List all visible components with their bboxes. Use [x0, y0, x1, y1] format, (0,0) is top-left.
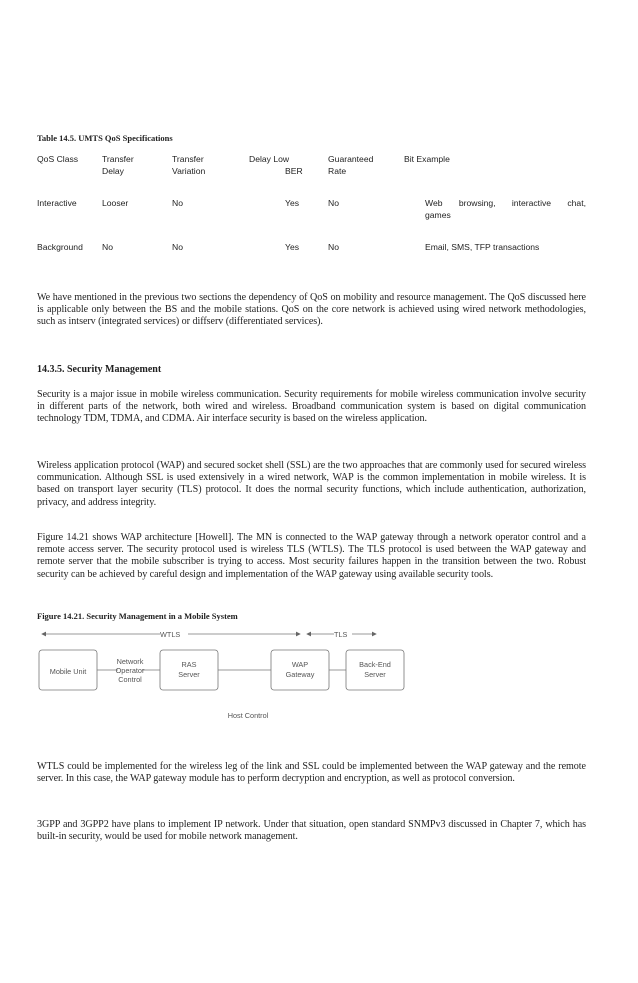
table-cell-delay-low-ber: Yes: [285, 198, 300, 208]
svg-text:WAP: WAP: [291, 660, 309, 669]
table-header-guaranteed-rate: Guaranteed Rate: [328, 154, 374, 176]
table-cell-transfer-variation: No: [172, 242, 183, 252]
wtls-span-arrow: [42, 630, 300, 639]
table-header-transfer-delay: Transfer Delay: [102, 154, 134, 176]
paragraph-figure-description: Figure 14.21 shows WAP architecture [Howell]. The MN is connected to the WAP gateway through a network operator control and a remote access server. The security protocol used is wireless TLS (WTLS). The TLS protocol is used between the WAP gateway and remote server that the mobile subscriber is trying to access. Most security failures happen in the transition between the two. Robust security can be achieved by careful design and implementation of the WAP gateway using available security tools.: [37, 532, 586, 580]
figure-caption: Figure 14.21. Security Management in a Mobile System: [37, 611, 238, 621]
section-title: 14.3.5. Security Management: [37, 364, 162, 375]
paragraph-security: Security is a major issue in mobile wireless communication. Security requirements for mobile wireless communication involve security in different parts of the network, both wired and wireless. Broadband communication system is based on digital communication technology TDM, TDMA, and CDMA. Air interface security is based on the wireless application.: [37, 389, 586, 425]
table-cell-delay-low-ber: Yes: [285, 242, 300, 252]
paragraph-wap-ssl: Wireless application protocol (WAP) and secured socket shell (SSL) are the two approaches that are commonly used for secured wireless communication. Although SSL is used extensively in a wired network, WAP is the common implementation in mobile wireless. It is based on transport layer security (TLS) protocol. It does the normal security functions, which include authentication, authorization, privacy, and address integrity.: [37, 460, 586, 508]
svg-text:RAS: RAS: [181, 660, 197, 669]
tls-span-arrow: [307, 630, 376, 639]
table-cell-guaranteed-rate: No: [328, 198, 339, 208]
wap-gateway-box: [271, 650, 329, 690]
paragraph-qos: We have mentioned in the previous two sections the dependency of QoS on mobility and resource management. The QoS discussed here is applicable only between the BS and the mobile stations. QoS on the core network is achieved using wired network methodologies, such as intserv (integrated services) or diffserv (differentiated services).: [37, 292, 586, 328]
svg-text:Network: Network: [116, 657, 144, 666]
svg-text:Back-End: Back-End: [359, 660, 391, 669]
table-cell-guaranteed-rate: No: [328, 242, 339, 252]
table-cell-transfer-variation: No: [172, 198, 183, 208]
tls-label: TLS: [334, 630, 348, 639]
network-operator-control: [97, 657, 160, 684]
table-cell-example: Email, SMS, TFP transactions: [425, 242, 540, 252]
ras-server-box: [160, 650, 218, 690]
table-cell-transfer-delay: No: [102, 242, 113, 252]
paragraph-wtls-ssl: WTLS could be implemented for the wireless leg of the link and SSL could be implemented between the WAP gateway and the remote server. In this case, the WAP gateway module has to perform decryption and encryption, as well as protocol conversion.: [37, 761, 586, 785]
table-caption: Table 14.5. UMTS QoS Specifications: [37, 133, 173, 143]
table-cell-qos-class: Interactive: [37, 198, 77, 208]
svg-text:Control: Control: [118, 675, 142, 684]
svg-text:Operator: Operator: [115, 666, 145, 675]
mobile-unit-box: [39, 650, 97, 690]
table-cell-qos-class: Background: [37, 242, 83, 252]
svg-text:Mobile Unit: Mobile Unit: [49, 667, 87, 676]
table-cell-transfer-delay: Looser: [102, 198, 129, 208]
back-end-server-box: [346, 650, 404, 690]
wtls-label: WTLS: [160, 630, 181, 639]
table-header-delay-low-ber: Delay Low BER: [249, 154, 303, 176]
table-header-transfer-variation: Transfer Variation: [172, 154, 206, 176]
host-control-label: Host Control: [227, 711, 269, 720]
table-cell-example: Web browsing, interactive chat, games: [425, 198, 586, 220]
svg-text:Server: Server: [364, 670, 386, 679]
table-header-qos-class: QoS Class: [37, 154, 79, 164]
paragraph-3gpp: 3GPP and 3GPP2 have plans to implement IP network. Under that situation, open standard SNMPv3 discussed in Chapter 7, which has built-in security, would be used for mobile network management.: [37, 819, 586, 843]
svg-text:Server: Server: [178, 670, 200, 679]
svg-text:Gateway: Gateway: [285, 670, 315, 679]
table-header-bit-example: Bit Example: [404, 154, 450, 164]
